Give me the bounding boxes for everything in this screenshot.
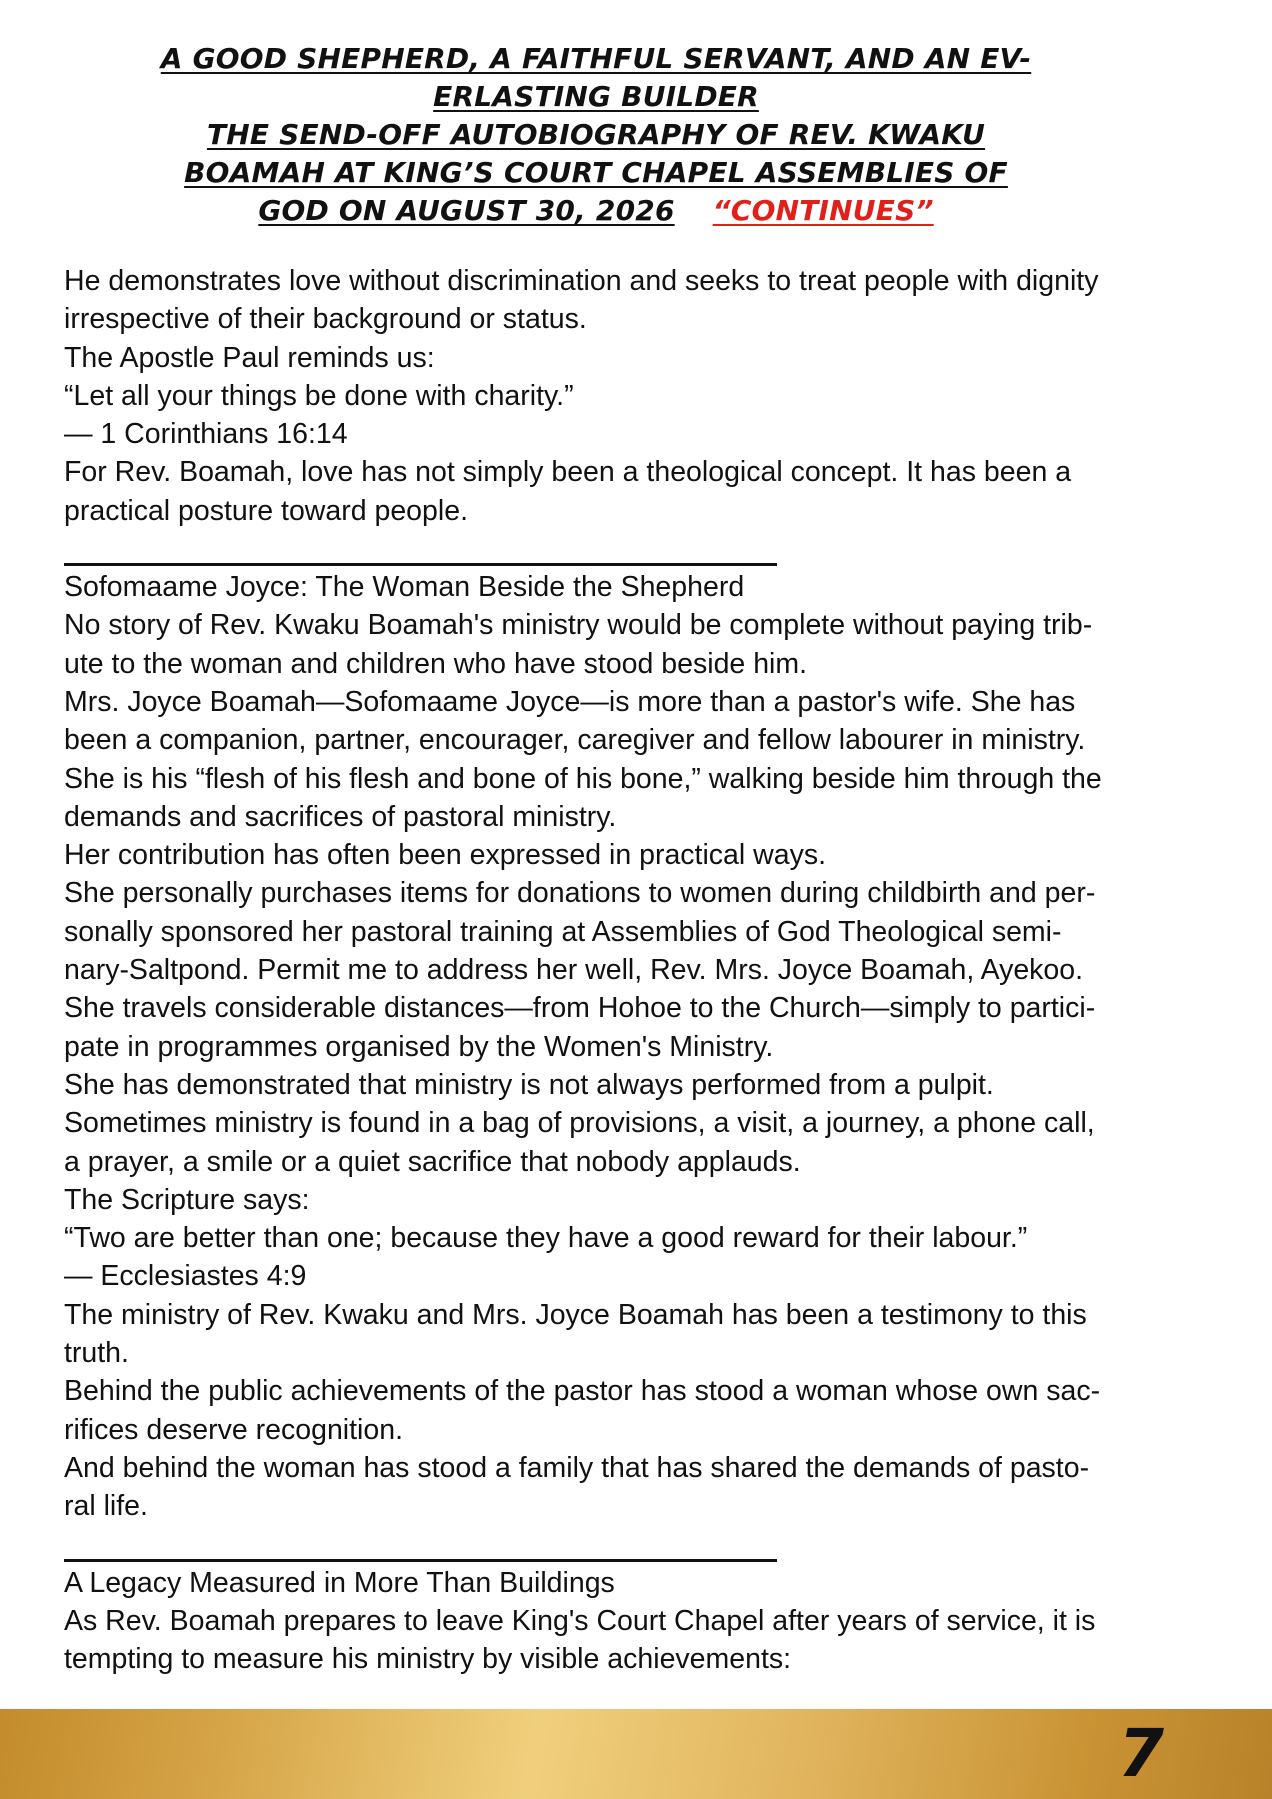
title-line — [60, 192, 1132, 230]
section-love — [64, 262, 1234, 530]
title-line-text: A GOOD SHEPHERD, A FAITHFUL SERVANT, AND AN EV- — [160, 42, 1032, 75]
paragraph-line: As Rev. Boamah prepares to leave King's Court Chapel after years of service, it is — [64, 1604, 1096, 1637]
title-line — [60, 116, 1132, 154]
paragraph-line: She personally purchases items for donations to women during childbirth and per- — [64, 877, 1096, 910]
paragraph-line: The Apostle Paul reminds us: — [64, 341, 435, 374]
paragraph-line: a prayer, a smile or a quiet sacrifice that nobody applauds. — [64, 1145, 801, 1178]
paragraph-line: truth. — [64, 1337, 129, 1370]
paragraph-line: The Scripture says: — [64, 1183, 310, 1216]
paragraph-line: practical posture toward people. — [64, 494, 468, 527]
paragraph-line: And behind the woman has stood a family that has shared the demands of pasto- — [64, 1451, 1090, 1484]
body-text — [64, 262, 1234, 1678]
paragraph-line: rifices deserve recognition. — [64, 1413, 403, 1446]
paragraph-line: She is his “flesh of his flesh and bone of his bone,” walking beside him through the — [64, 762, 1102, 795]
page-title — [60, 40, 1132, 230]
paragraph-line: sonally sponsored her pastoral training at Assemblies of God Theological semi- — [64, 915, 1062, 948]
section-divider — [64, 1559, 777, 1562]
paragraph-line: Her contribution has often been expressed in practical ways. — [64, 839, 826, 872]
title-line-text: THE SEND-OFF AUTOBIOGRAPHY OF REV. KWAKU — [206, 118, 986, 151]
paragraph-line: ral life. — [64, 1490, 148, 1523]
paragraph-line: nary-Saltpond. Permit me to address her well, Rev. Mrs. Joyce Boamah, Ayekoo. — [64, 954, 1084, 987]
section-sofomaame-joyce — [64, 568, 1234, 1525]
scripture-quote: “Two are better than one; because they have a good reward for their labour.” — [64, 1222, 1028, 1255]
paragraph-line: No story of Rev. Kwaku Boamah's ministry would be complete without paying trib- — [64, 609, 1093, 642]
paragraph-line: Sometimes ministry is found in a bag of provisions, a visit, a journey, a phone call, — [64, 1107, 1095, 1140]
section-divider — [64, 563, 777, 566]
paragraph-line: ute to the woman and children who have stood beside him. — [64, 647, 808, 680]
section-legacy — [64, 1564, 1234, 1679]
title-line — [60, 154, 1132, 192]
paragraph-line: She travels considerable distances—from Hohoe to the Church—simply to partici- — [64, 992, 1096, 1025]
title-line — [60, 78, 1132, 116]
paragraph-line: For Rev. Boamah, love has not simply been a theological concept. It has been a — [64, 456, 1072, 489]
paragraph-line: irrespective of their background or status. — [64, 303, 587, 336]
paragraph-line: tempting to measure his ministry by visible achievements: — [64, 1643, 792, 1676]
paragraph-line: The ministry of Rev. Kwaku and Mrs. Joyce Boamah has been a testimony to this — [64, 1298, 1087, 1331]
continues-label: “CONTINUES” — [712, 194, 934, 227]
title-line-text: BOAMAH AT KING’S COURT CHAPEL ASSEMBLIES OF — [184, 156, 1008, 189]
paragraph-line: Mrs. Joyce Boamah—Sofomaame Joyce—is more than a pastor's wife. She has — [64, 685, 1076, 718]
scripture-quote: “Let all your things be done with charity.” — [64, 379, 574, 412]
section-heading: A Legacy Measured in More Than Buildings — [64, 1566, 615, 1599]
paragraph-line: pate in programmes organised by the Women's Ministry. — [64, 1030, 774, 1063]
title-line-text: GOD ON AUGUST 30, 2026 — [258, 194, 675, 227]
paragraph-line: He demonstrates love without discrimination and seeks to treat people with dignity — [64, 265, 1099, 297]
paragraph-line: She has demonstrated that ministry is not always performed from a pulpit. — [64, 1068, 994, 1101]
title-line — [60, 40, 1132, 78]
scripture-reference: — 1 Corinthians 16:14 — [64, 418, 348, 451]
paragraph-line: been a companion, partner, encourager, caregiver and fellow labourer in ministry. — [64, 724, 1086, 757]
scripture-reference: — Ecclesiastes 4:9 — [64, 1260, 307, 1293]
paragraph-line: demands and sacrifices of pastoral ministry. — [64, 800, 617, 833]
title-line-text: ERLASTING BUILDER — [433, 80, 759, 113]
footer-band — [0, 1709, 1272, 1799]
paragraph-line: Behind the public achievements of the pastor has stood a woman whose own sac- — [64, 1375, 1101, 1408]
page-number: 7 — [1118, 1715, 1164, 1792]
section-heading: Sofomaame Joyce: The Woman Beside the Shepherd — [64, 571, 745, 604]
